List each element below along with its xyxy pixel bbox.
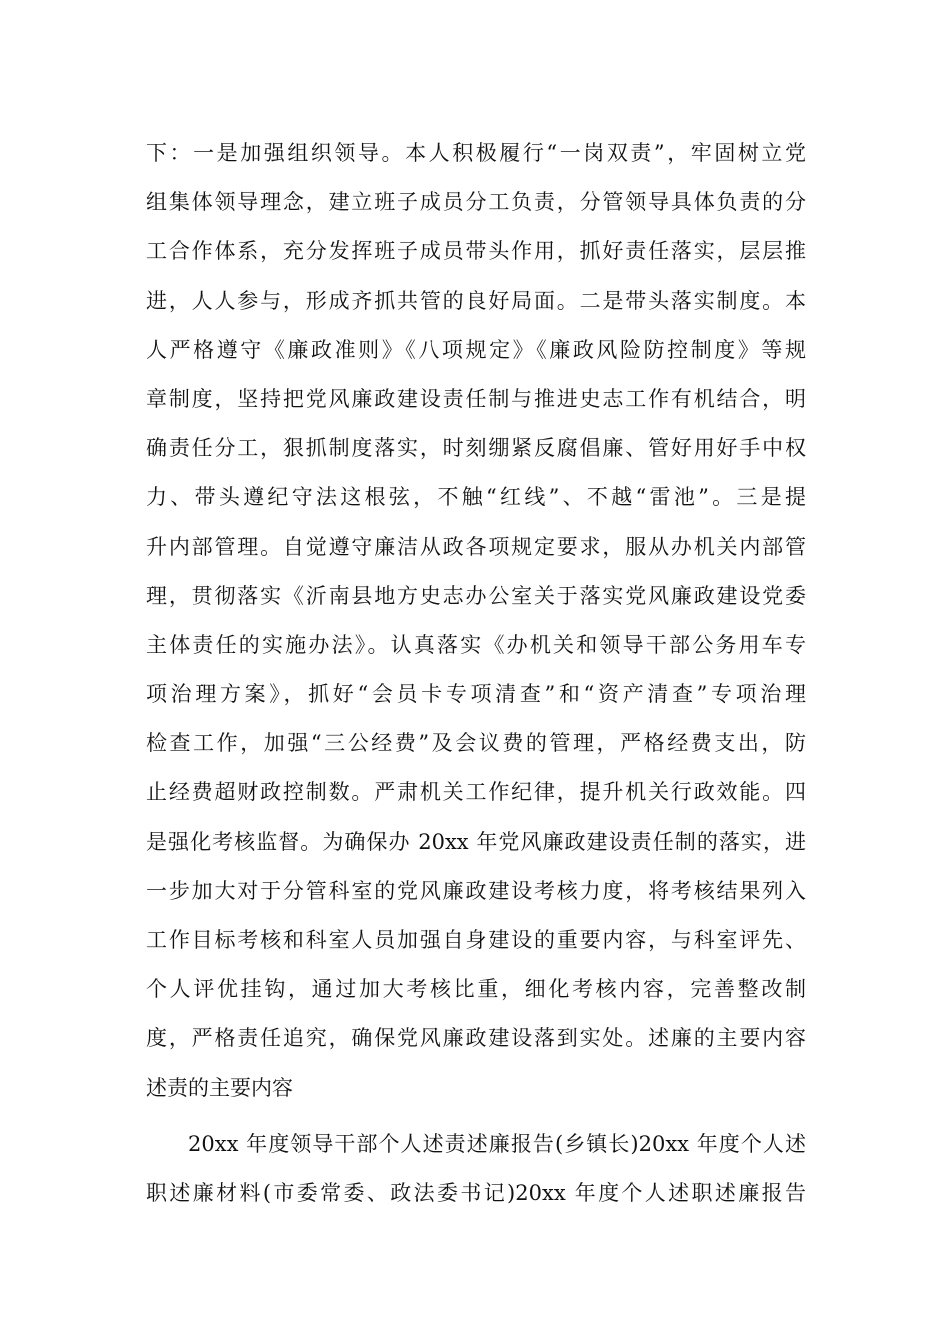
text-line: 主体责任的实施办法》。认真落实《办机关和领导干部公务用车专 <box>146 632 806 657</box>
text-line: 个人评优挂钩，通过加大考核比重，细化考核内容，完善整改制 <box>146 977 806 1002</box>
text-line: 升内部管理。自觉遵守廉洁从政各项规定要求，服从办机关内部管 <box>146 534 806 559</box>
text-line: 工合作体系，充分发挥班子成员带头作用，抓好责任落实，层层推 <box>146 239 806 264</box>
text-line: 确责任分工，狠抓制度落实，时刻绷紧反腐倡廉、管好用好手中权 <box>146 436 806 461</box>
text-line: 组集体领导理念，建立班子成员分工负责，分管领导具体负责的分 <box>146 190 806 215</box>
text-line: 检查工作，加强“三公经费”及会议费的管理，严格经费支出，防 <box>146 731 806 756</box>
text-line: 止经费超财政控制数。严肃机关工作纪律，提升机关行政效能。四 <box>146 780 806 805</box>
text-line: 一步加大对于分管科室的党风廉政建设考核力度，将考核结果列入 <box>146 878 806 903</box>
text-line: 理，贯彻落实《沂南县地方史志办公室关于落实党风廉政建设党委 <box>146 583 806 608</box>
text-line: 述责的主要内容 <box>146 1075 293 1100</box>
text-line: 20xx 年度领导干部个人述责述廉报告(乡镇长)20xx 年度个人述 <box>188 1132 806 1156</box>
body-paragraph <box>146 137 806 1121</box>
text-line: 下：一是加强组织领导。本人积极履行“一岗双责”，牢固树立党 <box>146 141 806 165</box>
text-line: 工作目标考核和科室人员加强自身建设的重要内容，与科室评先、 <box>146 928 806 952</box>
text-line: 力、带头遵纪守法这根弦，不触“红线”、不越“雷池”。三是提 <box>146 485 806 510</box>
text-line: 人严格遵守《廉政准则》《八项规定》《廉政风险防控制度》等规 <box>146 337 806 362</box>
text-line: 进，人人参与，形成齐抓共管的良好局面。二是带头落实制度。本 <box>146 288 806 313</box>
body-paragraph <box>146 1128 806 1226</box>
text-line: 是强化考核监督。为确保办 20xx 年党风廉政建设责任制的落实，进 <box>146 829 806 854</box>
text-line: 项治理方案》，抓好“会员卡专项清查”和“资产清查”专项治理 <box>146 682 806 707</box>
text-line: 章制度，坚持把党风廉政建设责任制与推进史志工作有机结合，明 <box>146 386 806 411</box>
text-line: 度，严格责任追究，确保党风廉政建设落到实处。述廉的主要内容 <box>146 1026 806 1051</box>
text-line: 职述廉材料(市委常委、政法委书记)20xx 年度个人述职述廉报告 <box>146 1181 806 1206</box>
